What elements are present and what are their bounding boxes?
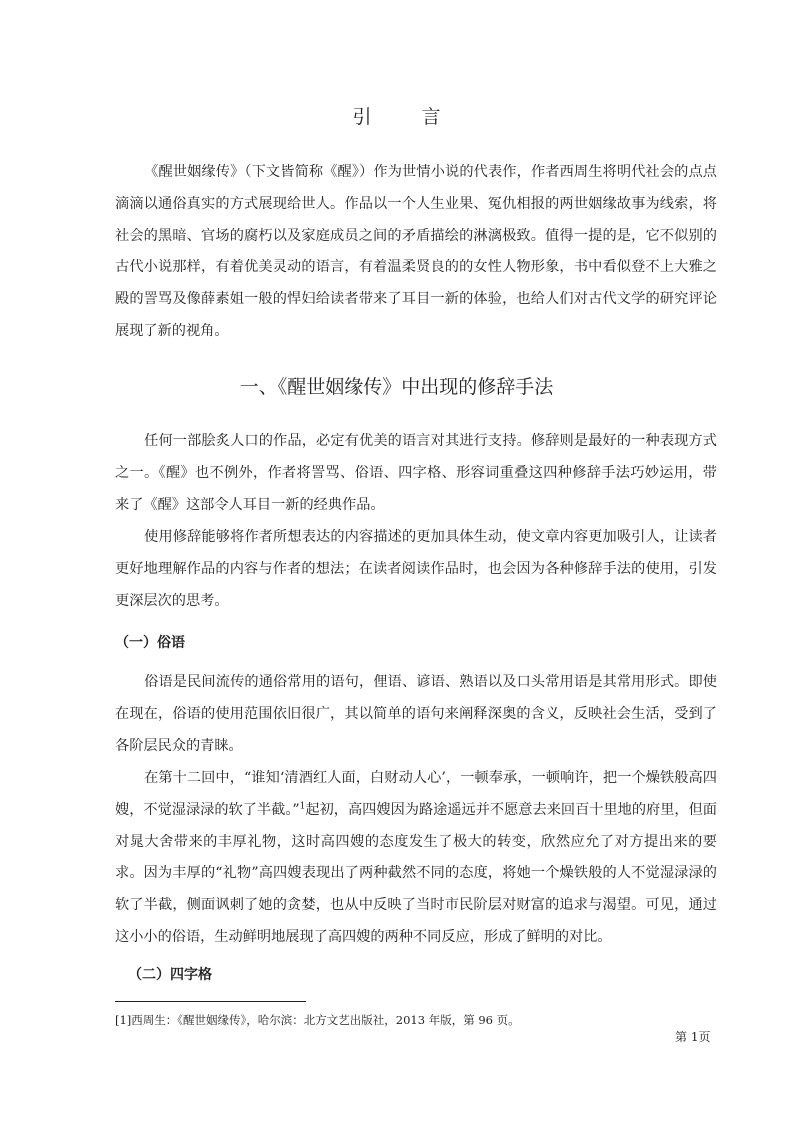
subsection-1-paragraph-1 [115, 667, 717, 762]
section-paragraph-1-text: 任何一部脍炙人口的作品，必定有优美的语言对其进行支持。修辞则是最好的一种表现方式之一。《醒》也不例外，作者将詈骂、俗语、四字格、形容词重叠这四种修辞手法巧妙运用，带来了《醒》这部令人耳目一新的经典作品。 [115, 433, 717, 513]
subsection-heading-2: （二）四字格 [128, 967, 212, 983]
subsection-heading-1: （一）俗语 [115, 635, 185, 651]
footnote-reference[interactable]: 1 [299, 801, 306, 812]
section-paragraph-1 [115, 426, 717, 521]
page-number: 第 1页 [675, 1030, 711, 1044]
subsection-1-paragraph-2 [115, 763, 717, 954]
intro-paragraph [115, 157, 717, 348]
footnote-divider [115, 1001, 306, 1002]
section-paragraph-2 [115, 522, 717, 617]
subsection-1-paragraph-1-text: 俗语是民间流传的通俗常用的语句，俚语、谚语、熟语以及口头常用语是其常用形式。即使在现在，俗语的使用范围依旧很广，其以简单的语句来阐释深奥的含义，反映社会生活，受到了各阶层民众的青睐。 [115, 674, 717, 754]
subsection-1-paragraph-2-text-b: 起初，高四嫂因为路途遥远并不愿意去来回百十里地的府里，但面对晁大舍带来的丰厚礼物，这时高四嫂的态度发生了极大的转变，欣然应允了对方提出来的要求。因为丰厚的“礼物”高四嫂表现出了两种截然不同的态度，将她一个燥铁般的人不觉湿渌渌的软了半截，侧面讽刺了她的贪婪，也从中反映了当时市民阶层对财富的追求与渴望。可见，通过这小小的俗语，生动鲜明地展现了高四嫂的两种不同反应，形成了鲜明的对比。 [115, 801, 717, 945]
page-title: 引 言 [352, 106, 463, 128]
subsection-1-paragraph-2-text-a: 在第十二回中，“谁知‘清酒红人面，白财动人心’，一顿奉承，一顿响许，把一个燥铁般高四嫂，不觉湿渌渌的软了半截。” [115, 770, 717, 818]
intro-text: 《醒世姻缘传》（下文皆简称《醒》）作为世情小说的代表作，作者西周生将明代社会的点点滴滴以通俗真实的方式展现给世人。作品以一个人生业果、冤仇相报的两世姻缘故事为线索，将社会的黑暗、官场的腐朽以及家庭成员之间的矛盾描绘的淋漓极致。值得一提的是，它不似别的古代小说那样，有着优美灵动的语言，有着温柔贤良的的女性人物形象，书中看似登不上大雅之殿的詈骂及像薛素姐一般的悍妇给读者带来了耳目一新的体验，也给人们对古代文学的研究评论展现了新的视角。 [115, 164, 717, 339]
section-heading: 一、《醒世姻缘传》中出现的修辞手法 [239, 376, 554, 398]
section-paragraph-2-text: 使用修辞能够将作者所想表达的内容描述的更加具体生动，使文章内容更加吸引人，让读者更好地理解作品的内容与作者的想法；在读者阅读作品时，也会因为各种修辞手法的使用，引发更深层次的思考。 [115, 529, 717, 609]
footnote: [1]西周生：《醒世姻缘传》，哈尔滨：北方文艺出版社，2013 年版，第 96 页。 [115, 1013, 520, 1027]
